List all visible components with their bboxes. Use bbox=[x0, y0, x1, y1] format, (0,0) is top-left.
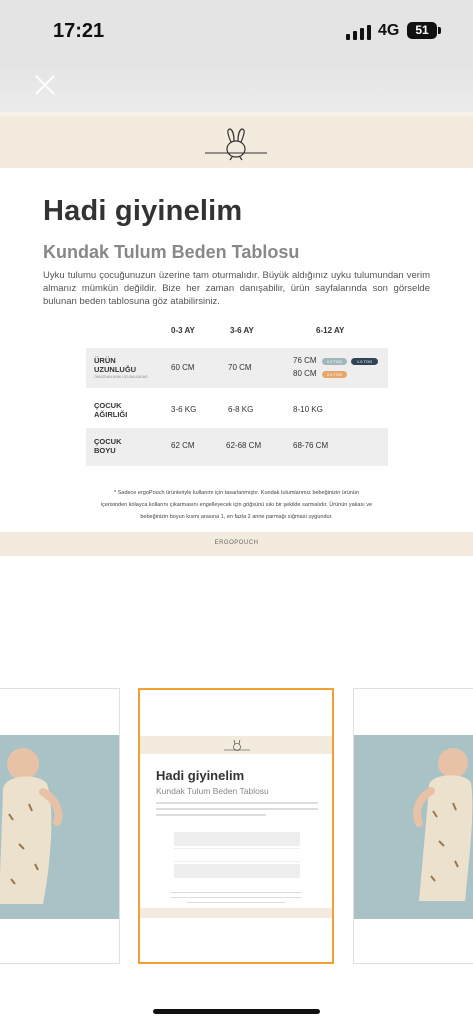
home-indicator[interactable] bbox=[153, 1009, 320, 1014]
tog-badge: 2.5 TOG bbox=[322, 371, 347, 378]
bottom-band bbox=[0, 532, 473, 556]
footnote-line: bebeğinizin boyun kısmı arasına 1, en fazla 2 anne parmağı sığması uygundur. bbox=[140, 514, 333, 520]
signal-icon bbox=[346, 24, 372, 40]
top-band bbox=[0, 112, 473, 168]
thumbnail-photo-left[interactable] bbox=[0, 688, 120, 964]
mini-subtitle: Kundak Tulum Beden Tablosu bbox=[156, 786, 269, 796]
chart-subtitle: Kundak Tulum Beden Tablosu bbox=[43, 242, 300, 262]
footnote-line: içerisinden kolayca kollarını çıkarmasını engelleyecek için göğsünü sıkı bir şekilde sarmalıdır. Ürünün yakası ve bbox=[100, 502, 373, 508]
tog-badge: 0.2 TOG bbox=[322, 358, 347, 365]
network-type: 4G bbox=[378, 22, 400, 39]
tog-badge: 1.0 TOG bbox=[351, 358, 378, 365]
mini-table-row bbox=[174, 848, 300, 862]
size-chart-image[interactable] bbox=[0, 112, 473, 560]
mini-bottom-band bbox=[140, 908, 332, 918]
column-header-3-6: 3-6 AY bbox=[230, 326, 254, 335]
row-label: BOYU bbox=[94, 446, 116, 455]
brand-name: ERGOPOUCH bbox=[214, 540, 259, 546]
mini-text-line bbox=[170, 892, 302, 893]
battery-tip bbox=[438, 27, 441, 34]
table-row-length bbox=[86, 348, 388, 388]
viewer-header bbox=[0, 62, 473, 112]
thumbnail-photo-right[interactable] bbox=[353, 688, 473, 964]
cell-value: 62 CM bbox=[171, 441, 195, 450]
mini-title: Hadi giyinelim bbox=[156, 768, 245, 783]
status-bar bbox=[0, 0, 473, 62]
close-icon[interactable] bbox=[30, 70, 60, 100]
bunny-logo-icon bbox=[224, 739, 250, 752]
row-label: ÜRÜN bbox=[94, 356, 116, 365]
row-note: OMUZDAN AYAK UCUNA KADAR bbox=[94, 375, 148, 379]
battery-level: 51 bbox=[415, 23, 429, 37]
mini-table-row bbox=[174, 832, 300, 846]
cell-value: 70 CM bbox=[228, 363, 252, 372]
cell-value: 6-8 KG bbox=[228, 405, 254, 414]
mini-text-line bbox=[156, 808, 318, 810]
baby-in-sleepsuit-image bbox=[409, 741, 473, 906]
status-time: 17:21 bbox=[53, 20, 105, 42]
cell-value: 60 CM bbox=[171, 363, 195, 372]
mini-table-row bbox=[174, 864, 300, 878]
baby-in-sleepsuit-image bbox=[0, 744, 69, 909]
table-row-height bbox=[86, 428, 388, 466]
cell-value: 8-10 KG bbox=[293, 405, 323, 414]
row-label: ÇOCUK bbox=[94, 401, 122, 410]
cell-value: 3-6 KG bbox=[171, 405, 197, 414]
cell-value: 76 CM bbox=[293, 356, 317, 365]
mini-top-band bbox=[140, 736, 332, 754]
row-label: UZUNLUĞU bbox=[94, 365, 137, 374]
mini-text-line bbox=[156, 802, 318, 804]
chart-title: Hadi giyinelim bbox=[43, 195, 243, 227]
row-label: ÇOCUK bbox=[94, 437, 122, 446]
row-label: AĞIRLIĞI bbox=[94, 410, 128, 419]
cell-value: 68-76 CM bbox=[293, 441, 329, 450]
footnote bbox=[60, 487, 413, 523]
column-header-0-3: 0-3 AY bbox=[171, 326, 195, 335]
thumbnail-size-chart[interactable] bbox=[138, 688, 334, 964]
battery-icon bbox=[407, 22, 437, 39]
chart-intro: Uyku tulumu çocuğunuzun üzerine tam oturmalıdır. Büyük aldığınız uyku tulumundan verim almanız mümkün değildir. Bize her zaman danışabilir, ürün sayfalarında son görselde bulunan beden tablosuna göz atabilirsiniz. bbox=[43, 270, 430, 307]
footnote-line: * Sadece ergoPouch ürünleriyle kullanım için tasarlanmıştır. Kundak tulumlarımız bebeğinizin ürünün bbox=[114, 490, 359, 496]
cell-value: 80 CM bbox=[293, 369, 317, 378]
mini-text-line bbox=[186, 902, 286, 903]
mini-text-line bbox=[170, 897, 302, 898]
mini-size-chart bbox=[140, 690, 332, 962]
cell-value: 62-68 CM bbox=[226, 441, 262, 450]
mini-text-line bbox=[156, 814, 266, 816]
table-row-weight bbox=[86, 391, 388, 429]
bunny-logo-icon bbox=[205, 125, 267, 161]
column-header-6-12: 6-12 AY bbox=[316, 326, 345, 335]
